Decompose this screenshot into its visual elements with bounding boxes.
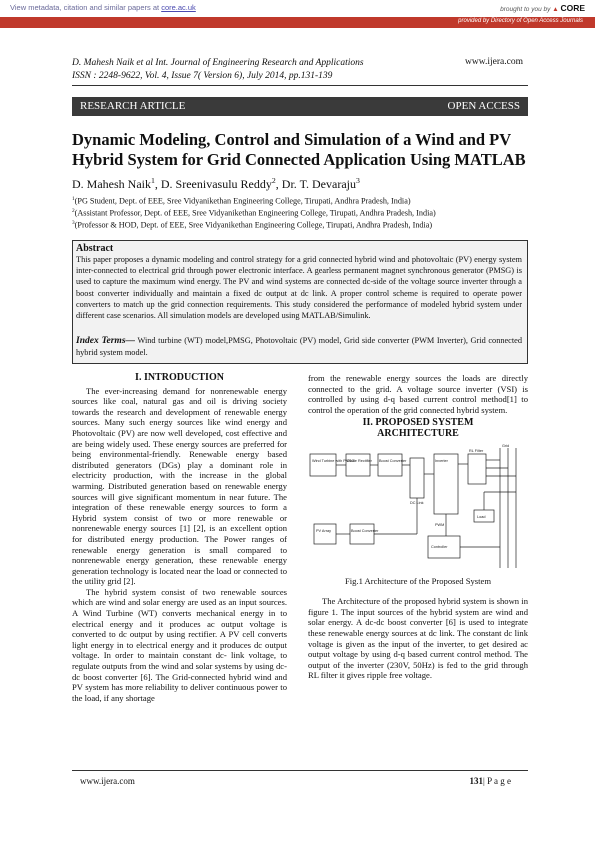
filter-block bbox=[468, 454, 486, 484]
core-header-bar bbox=[0, 0, 595, 28]
access-type: OPEN ACCESS bbox=[447, 100, 520, 112]
intro-paragraph-1: The ever-increasing demand for nonrenewable energy sources like coal, natural gas and oil is driving society towards the research and development of renewable energy sources. Many such energy sources like wind energy and Photovoltaic (PV) are now well developed, cost effective and are being widely used. These energy sources are preferred for being environmental-friendly. Renewable energy based distributed generators (DGs) play a dominant role in electricity production, with the increase in the global warming. Distributed generation based on renewable energy sources will give significant momentum in near future. The integration of these renewable energy sources to form a Hybrid system consist of two or more renewable or nonrenewable energy sources [1] [2], is an excellent option for distributed energy production. The Power ranges of renewable energy generation is small compared to nonrenewable energy generation, these renewable energy generation technology is located near the load or connected to the utility grid [2]. bbox=[72, 385, 287, 587]
journal-line-2: ISSN : 2248-9622, Vol. 4, Issue 7( Version 6), July 2014, pp.131-139 bbox=[72, 71, 333, 81]
affiliation-sup: 2 bbox=[72, 208, 75, 214]
core-metadata-link[interactable] bbox=[10, 3, 196, 12]
fig-label: DC Link bbox=[410, 500, 424, 505]
affiliation bbox=[72, 220, 432, 230]
fig-label: Controller bbox=[431, 544, 448, 549]
rectifier-block bbox=[346, 454, 370, 476]
fig-label: Boost Converter bbox=[379, 458, 407, 463]
fig-label: Grid bbox=[502, 443, 510, 448]
abstract-heading: Abstract bbox=[76, 243, 114, 254]
architecture-paragraph: The Architecture of the proposed hybrid system is shown in figure 1. The input sources of the hybrid system are wind and solar energy. A dc-dc boost converter [6] is used to integrate these renewable energy sources at dc link. The constant dc link voltage is given as the input of the inverter, to get desired ac output voltage by using d-q based current control method. The output of the inverter (230V, 50Hz) is fed to the grid through RL filter it gives ripple free voltage. bbox=[308, 596, 528, 681]
affiliation-sup: 3 bbox=[72, 220, 75, 226]
continued-paragraph: from the renewable energy sources the loads are directly connected to the grid. A voltage source inverter (VSI) is controlled by using d-q based current control method[1] to control the operation of the grid connected hybrid system. bbox=[308, 373, 528, 415]
section-heading-architecture bbox=[308, 418, 528, 439]
fig-label: PWM bbox=[435, 522, 445, 527]
page-suffix: | P a g e bbox=[483, 776, 511, 786]
author-sup: 3 bbox=[355, 176, 360, 185]
index-terms-label: Index Terms bbox=[76, 336, 126, 346]
core-brand[interactable] bbox=[500, 3, 585, 13]
header-rule bbox=[72, 85, 528, 86]
core-logo-icon: ▲ bbox=[552, 6, 559, 13]
core-provided-by: provided by Directory of Open Access Journals bbox=[458, 18, 583, 24]
core-ac-uk-link[interactable]: core.ac.uk bbox=[161, 3, 196, 12]
article-type: RESEARCH ARTICLE bbox=[80, 100, 186, 112]
fig-label: Boost Converter bbox=[351, 528, 379, 533]
core-brand-name: CORE bbox=[560, 3, 585, 13]
fig-label: Wind Turbine with PMSG bbox=[312, 458, 355, 463]
author-name: D. Sreenivasulu Reddy bbox=[160, 177, 272, 191]
abstract-text: This paper proposes a dynamic modeling and control strategy for a grid connected hybrid wind and photovoltaic (PV) energy system inter-connected to electrical grid through power electronic interface. A gearless permanent magnet synchronous generator (PMSG) is used to capture the maximum wind energy. The PV and wind systems are connected dc-side of the voltage source inverter through a boost converter individually and maintain a fixed dc output at dc link. A proper control scheme is required to operate power converters to match up the grid connection requirements. This study considered the performance of modeled hybrid system under different case scenarios. All simulation models are developed using MATLAB/Simulink. bbox=[76, 255, 522, 321]
core-top-strip bbox=[0, 0, 595, 18]
boost-converter-block bbox=[378, 454, 402, 476]
figure-caption: Fig.1 Architecture of the Proposed System bbox=[344, 575, 492, 586]
architecture-figure bbox=[308, 444, 528, 572]
dc-link-block bbox=[410, 458, 424, 498]
affiliation-sup: 1 bbox=[72, 196, 75, 202]
core-view-text: View metadata, citation and similar papers at bbox=[10, 3, 160, 12]
fig-label: RL Filter bbox=[469, 448, 484, 453]
affiliation-text: (PG Student, Dept. of EEE, Sree Vidyanikethan Engineering College, Tirupati, Andhra Pradesh, India) bbox=[74, 196, 411, 206]
footer-website: www.ijera.com bbox=[80, 776, 135, 786]
abstract-box bbox=[72, 240, 528, 364]
pv-boost-block bbox=[350, 524, 374, 544]
right-column bbox=[308, 373, 528, 681]
intro-paragraph-2: The hybrid system consist of two renewable sources which are wind and solar energy are used as an input sources. A Wind Turbine (WT) converts mechanical energy in to electrical energy and it produces ac output voltage is converted to dc output by using rectifier. A PV cell converts light energy in to electrical energy and it produces dc output voltage. In order to maintain constant dc- link voltage, to regulate outputs from the wind and solar systems by using dc-dc boost converter [6]. The Grid-connected hybrid wind and PV system has more reliability to deliver continuous power to the load, if any shortage bbox=[72, 586, 287, 703]
affiliation bbox=[72, 208, 436, 218]
affiliation-text: (Assistant Professor, Dept. of EEE, Sree Vidyanikethan Engineering College, Tirupati, Andhra Pradesh, India) bbox=[74, 208, 436, 218]
index-terms-dash: — bbox=[125, 336, 136, 346]
fig-label: Load bbox=[477, 514, 486, 519]
footer-rule bbox=[72, 770, 528, 771]
core-provider-strip bbox=[0, 17, 595, 28]
author-name: D. Mahesh Naik bbox=[72, 177, 151, 191]
wind-turbine-block bbox=[310, 454, 336, 476]
fig-label: PV Array bbox=[316, 528, 331, 533]
core-brought-by: brought to you by bbox=[500, 6, 551, 13]
section-heading-line-1: II. PROPOSED SYSTEM bbox=[362, 417, 474, 429]
header-website: www.ijera.com bbox=[465, 57, 523, 67]
architecture-diagram bbox=[308, 444, 528, 572]
affiliation-text: (Professor & HOD, Dept. of EEE, Sree Vidyanikethan Engineering College, Tirupati, Andhra Pradesh, India) bbox=[74, 220, 433, 230]
affiliation bbox=[72, 196, 411, 206]
index-terms bbox=[76, 335, 522, 358]
author-sup: 1 bbox=[150, 176, 155, 185]
author-list: D. Mahesh Naik$^1$, D. Sreenivasulu Reddy$^2$, Dr. T. Devaraju$^3$ bbox=[72, 176, 360, 191]
article-banner bbox=[72, 97, 528, 116]
author-name: Dr. T. Devaraju bbox=[281, 177, 356, 191]
author-sup: 2 bbox=[271, 176, 276, 185]
pv-array-block bbox=[314, 524, 336, 544]
left-column bbox=[72, 373, 287, 703]
inverter-block bbox=[434, 454, 458, 514]
fig-label: Inverter bbox=[435, 458, 448, 463]
paper-title: Dynamic Modeling, Control and Simulation of a Wind and PV Hybrid System for Grid Connected Application Using MATLAB bbox=[72, 130, 526, 169]
section-heading-line-2: ARCHITECTURE bbox=[377, 427, 459, 439]
page-number-value: 131 bbox=[469, 776, 484, 786]
section-heading-introduction: I. INTRODUCTION bbox=[135, 372, 224, 383]
index-terms-text: Wind turbine (WT) model,PMSG, Photovoltaic (PV) model, Grid side converter (PWM Inverter), Grid connected hybrid system model. bbox=[76, 336, 522, 358]
journal-citation bbox=[72, 57, 364, 83]
page-number bbox=[470, 776, 511, 786]
journal-line-1: D. Mahesh Naik et al Int. Journal of Engineering Research and Applications bbox=[72, 58, 364, 68]
fig-label: Diode Rectifier bbox=[347, 458, 372, 463]
